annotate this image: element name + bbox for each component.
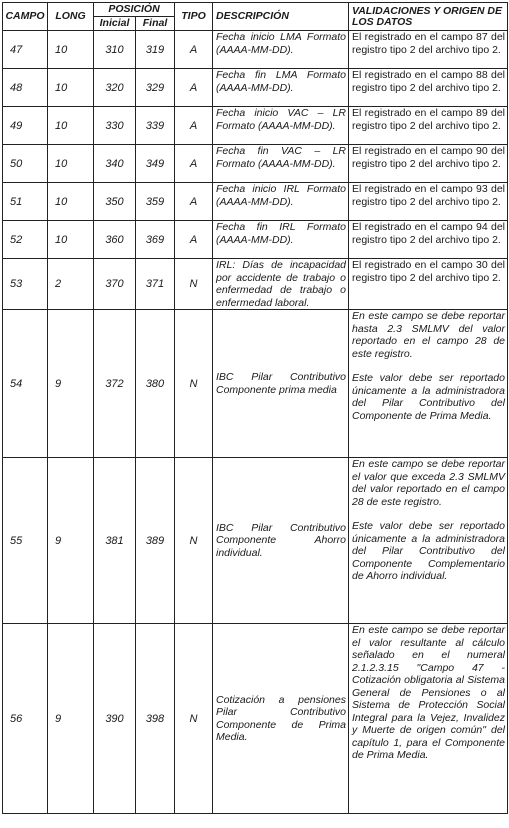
cell-long: 10 — [48, 183, 94, 221]
cell-validaciones — [349, 624, 508, 814]
cell-inicial: 320 — [94, 69, 136, 107]
cell-descripcion: Cotización a pensiones Pilar Contributivo Componente de Prima Media. — [213, 624, 349, 814]
table-row — [3, 310, 508, 458]
table-row — [3, 183, 508, 221]
header-descripcion: DESCRIPCIÓN — [213, 3, 349, 31]
cell-long: 9 — [48, 624, 94, 814]
cell-descripcion: Fecha fin VAC – LR Formato (AAAA-MM-DD). — [213, 145, 349, 183]
cell-campo: 55 — [3, 458, 48, 624]
validation-paragraph: En este campo se debe reportar hasta 2.3 SMLMV del valor reportado en el campo 28 de este registro. — [352, 310, 505, 360]
table-row — [3, 69, 508, 107]
cell-descripcion: IRL: Días de incapacidad por accidente de trabajo o enfermedad de trabajo o enfermedad laboral. — [213, 259, 349, 310]
cell-final: 329 — [136, 69, 175, 107]
cell-validaciones — [349, 145, 508, 183]
cell-final: 369 — [136, 221, 175, 259]
cell-descripcion: IBC Pilar Contributivo Componente prima media — [213, 310, 349, 458]
validation-paragraph: En este campo se debe reportar el valor que exceda 2.3 SMLMV del valor reportado en el campo 28 de este registro. — [352, 458, 505, 508]
cell-final: 319 — [136, 31, 175, 69]
validation-paragraph: El registrado en el campo 89 del registro tipo 2 del archivo tipo 2. — [352, 107, 505, 132]
cell-inicial: 340 — [94, 145, 136, 183]
table-row — [3, 31, 508, 69]
cell-tipo: A — [175, 183, 213, 221]
cell-inicial: 330 — [94, 107, 136, 145]
cell-long: 10 — [48, 145, 94, 183]
table-row — [3, 458, 508, 624]
cell-tipo: A — [175, 69, 213, 107]
cell-validaciones — [349, 221, 508, 259]
cell-inicial: 390 — [94, 624, 136, 814]
header-campo: CAMPO — [3, 3, 48, 31]
cell-tipo: N — [175, 624, 213, 814]
cell-campo: 53 — [3, 259, 48, 310]
cell-final: 398 — [136, 624, 175, 814]
validation-paragraph: El registrado en el campo 93 del registro tipo 2 del archivo tipo 2. — [352, 183, 505, 208]
cell-validaciones — [349, 183, 508, 221]
cell-descripcion: IBC Pilar Contributivo Componente Ahorro individual. — [213, 458, 349, 624]
cell-inicial: 370 — [94, 259, 136, 310]
cell-long: 2 — [48, 259, 94, 310]
cell-descripcion: Fecha fin IRL Formato (AAAA-MM-DD). — [213, 221, 349, 259]
cell-validaciones — [349, 259, 508, 310]
cell-inicial: 310 — [94, 31, 136, 69]
document-page — [2, 2, 507, 825]
cell-campo: 54 — [3, 310, 48, 458]
cell-tipo: N — [175, 310, 213, 458]
cell-validaciones — [349, 69, 508, 107]
cell-validaciones — [349, 107, 508, 145]
cell-campo: 51 — [3, 183, 48, 221]
cell-tipo: A — [175, 145, 213, 183]
cell-final: 339 — [136, 107, 175, 145]
validation-paragraph: El registrado en el campo 30 del registro tipo 2 del archivo tipo 2. — [352, 259, 505, 284]
cell-descripcion: Fecha inicio IRL Formato (AAAA-MM-DD). — [213, 183, 349, 221]
header-long: LONG — [48, 3, 94, 31]
cell-validaciones — [349, 310, 508, 458]
cell-tipo: A — [175, 31, 213, 69]
header-final: Final — [136, 17, 175, 31]
cell-final: 380 — [136, 310, 175, 458]
header-tipo: TIPO — [175, 3, 213, 31]
validation-paragraph: El registrado en el campo 90 del registro tipo 2 del archivo tipo 2. — [352, 145, 505, 170]
cell-long: 10 — [48, 69, 94, 107]
validation-paragraph: En este campo se debe reportar el valor resultante al cálculo señalado en el numeral 2.1.2.3.15 "Campo 47 - Cotización obligatoria al Sistema General de Pensiones o al Sistema de Protección Social Integral para la Vejez, Invalidez y Muerte de origen común" del capítulo 1, para el Componente de Prima Media. — [352, 624, 505, 761]
cell-long: 9 — [48, 310, 94, 458]
field-spec-table — [2, 2, 508, 814]
cell-campo: 47 — [3, 31, 48, 69]
table-row — [3, 624, 508, 814]
cell-long: 10 — [48, 31, 94, 69]
cell-inicial: 360 — [94, 221, 136, 259]
cell-campo: 48 — [3, 69, 48, 107]
cell-campo: 56 — [3, 624, 48, 814]
cell-validaciones — [349, 458, 508, 624]
table-row — [3, 259, 508, 310]
cell-campo: 52 — [3, 221, 48, 259]
validation-paragraph: El registrado en el campo 94 del registro tipo 2 del archivo tipo 2. — [352, 221, 505, 246]
table-row — [3, 145, 508, 183]
cell-tipo: A — [175, 221, 213, 259]
cell-tipo: A — [175, 107, 213, 145]
cell-campo: 50 — [3, 145, 48, 183]
cell-final: 359 — [136, 183, 175, 221]
cell-long: 10 — [48, 221, 94, 259]
cell-long: 10 — [48, 107, 94, 145]
cell-tipo: N — [175, 259, 213, 310]
cell-descripcion: Fecha fin LMA Formato (AAAA-MM-DD). — [213, 69, 349, 107]
cell-inicial: 350 — [94, 183, 136, 221]
cell-inicial: 381 — [94, 458, 136, 624]
cell-descripcion: Fecha inicio VAC – LR Formato (AAAA-MM-DD). — [213, 107, 349, 145]
cell-campo: 49 — [3, 107, 48, 145]
cell-validaciones — [349, 31, 508, 69]
cell-long: 9 — [48, 458, 94, 624]
header-posicion: POSICIÓN — [94, 3, 175, 17]
header-validaciones: VALIDACIONES Y ORIGEN DE LOS DATOS — [349, 3, 508, 31]
cell-inicial: 372 — [94, 310, 136, 458]
cell-tipo: N — [175, 458, 213, 624]
validation-paragraph: Este valor debe ser reportado únicamente a la administradora del Pilar Contributivo del Componente Complementario de Ahorro individual. — [352, 520, 505, 582]
table-row — [3, 221, 508, 259]
cell-final: 389 — [136, 458, 175, 624]
validation-paragraph: El registrado en el campo 88 del registro tipo 2 del archivo tipo 2. — [352, 69, 505, 94]
cell-descripcion: Fecha inicio LMA Formato (AAAA-MM-DD). — [213, 31, 349, 69]
table-row — [3, 107, 508, 145]
validation-paragraph: Este valor debe ser reportado únicamente a la administradora del Pilar Contributivo del Componente de Prima Media. — [352, 372, 505, 422]
validation-paragraph: El registrado en el campo 87 del registro tipo 2 del archivo tipo 2. — [352, 31, 505, 56]
cell-final: 371 — [136, 259, 175, 310]
cell-final: 349 — [136, 145, 175, 183]
header-inicial: Inicial — [94, 17, 136, 31]
